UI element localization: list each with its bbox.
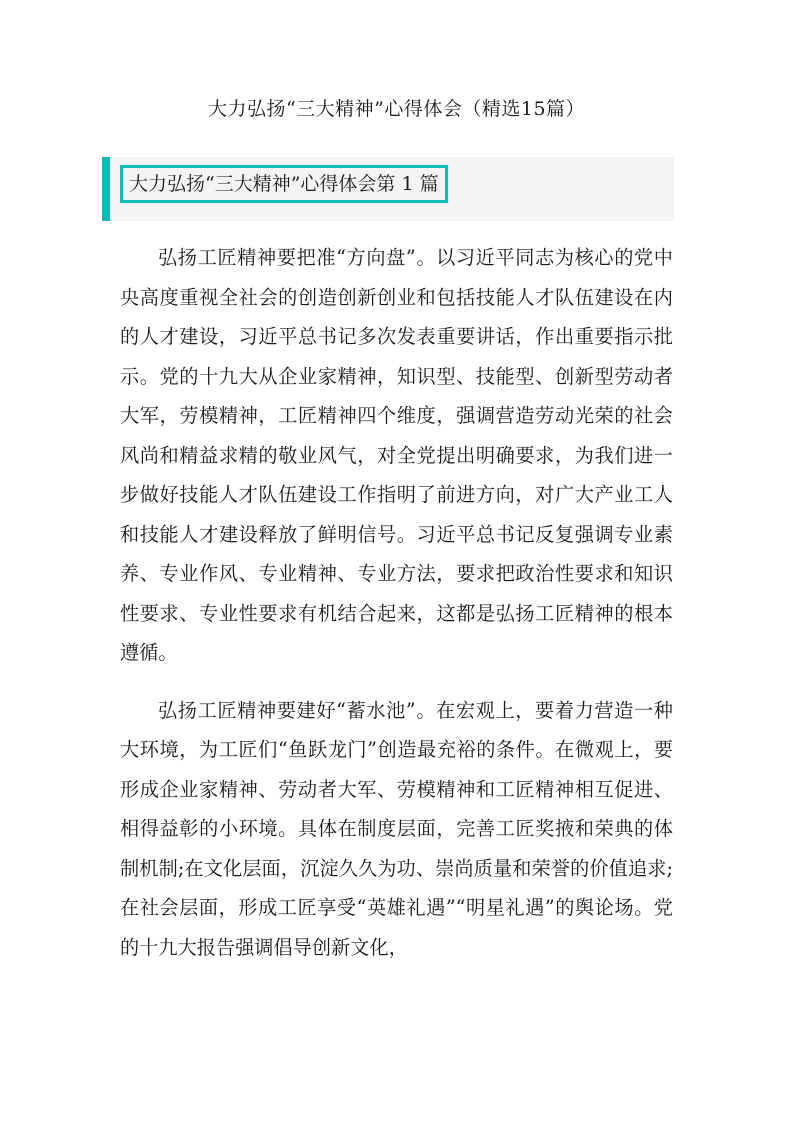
section-accent-stripe [102, 157, 110, 221]
document-body [120, 238, 673, 967]
paragraph: 弘扬工匠精神要把准“方向盘”。以习近平同志为核心的党中央高度重视全社会的创造创新创业和包括技能人才队伍建设在内的人才建设，习近平总书记多次发表重要讲话，作出重要指示批示。党的十九大从企业家精神，知识型、技能型、创新型劳动者大军，劳模精神，工匠精神四个维度，强调营造劳动光荣的社会风尚和精益求精的敬业风气，对全党提出明确要求，为我们进一步做好技能人才队伍建设工作指明了前进方向，对广大产业工人和技能人才建设释放了鲜明信号。习近平总书记反复强调专业素养、专业作风、专业精神、专业方法，要求把政治性要求和知识性要求、专业性要求有机结合起来，这都是弘扬工匠精神的根本遵循。 [120, 246, 673, 664]
section-heading: 大力弘扬“三大精神”心得体会第 1 篇 [120, 165, 448, 203]
paragraph: 弘扬工匠精神要建好“蓄水池”。在宏观上，要着力营造一种大环境，为工匠们“鱼跃龙门”创造最充裕的条件。在微观上，要形成企业家精神、劳动者大军、劳模精神和工匠精神相互促进、相得益彰的小环境。具体在制度层面，完善工匠奖掖和荣典的体制机制;在文化层面，沉淀久久为功、崇尚质量和荣誉的价值追求;在社会层面，形成工匠享受“英雄礼遇”“明星礼遇”的舆论场。党的十九大报告强调倡导创新文化， [120, 698, 673, 959]
section-heading-bar [102, 157, 674, 221]
document-title: 大力弘扬“三大精神”心得体会（精选15篇） [207, 98, 586, 120]
